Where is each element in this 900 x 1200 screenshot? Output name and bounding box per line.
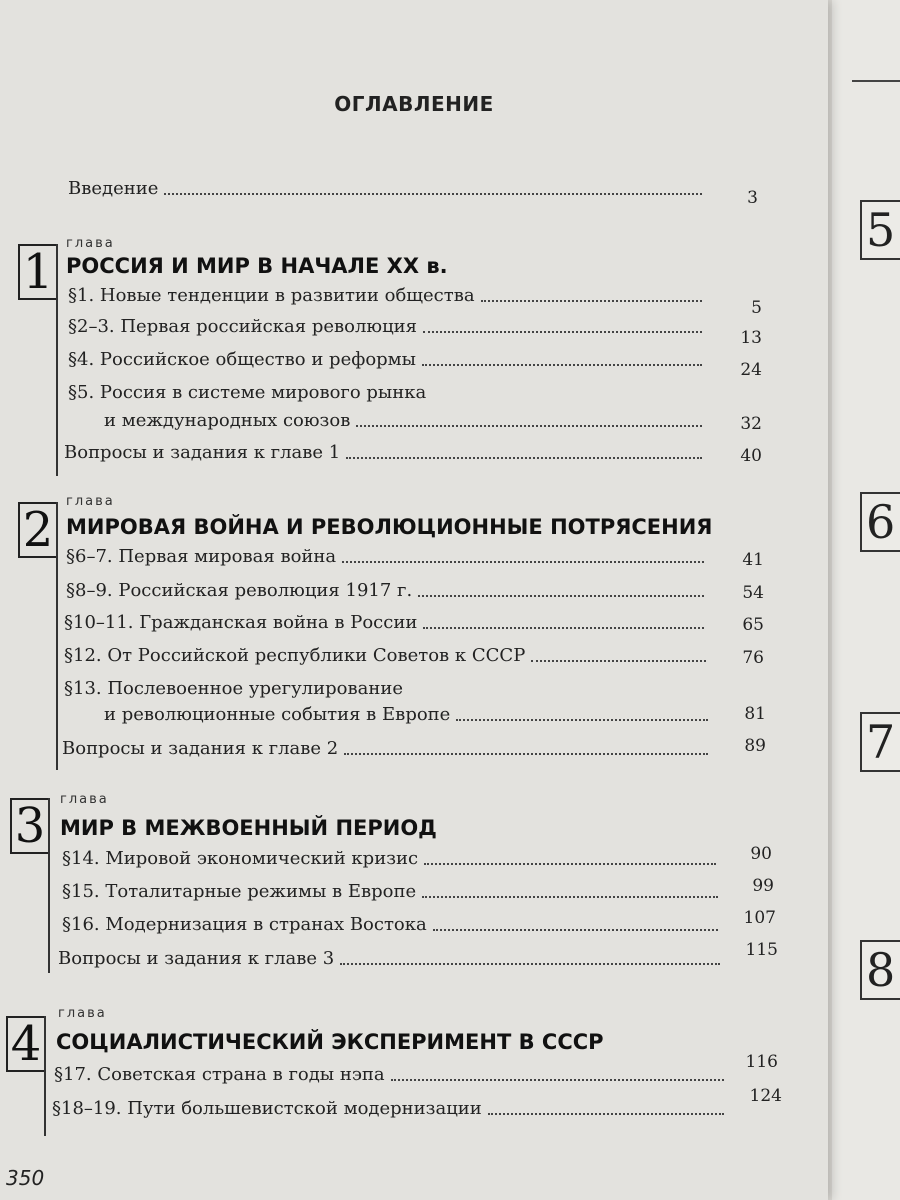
entry-page-number: 115 <box>745 940 778 960</box>
toc-entry[interactable] <box>54 1064 730 1085</box>
entry-page-number: 3 <box>747 188 758 208</box>
entry-label: §18–19. Пути большевистской модернизации <box>52 1098 482 1119</box>
next-chapter-number: 5 <box>860 200 900 260</box>
dot-leader <box>422 363 702 366</box>
entry-label: §1. Новые тенденции в развитии общества <box>68 285 475 306</box>
toc-entry-questions[interactable] <box>62 738 714 759</box>
chapter-kicker: глава <box>66 236 115 251</box>
chapter-title: МИРОВАЯ ВОЙНА И РЕВОЛЮЦИОННЫЕ ПОТРЯСЕНИЯ <box>66 515 713 539</box>
dot-leader <box>344 752 708 755</box>
dot-leader <box>433 928 718 931</box>
entry-page-number: 99 <box>752 876 774 896</box>
entry-page-number: 76 <box>742 648 764 668</box>
entry-page-number: 65 <box>742 615 764 635</box>
next-chapter-number: 7 <box>860 712 900 772</box>
toc-entry[interactable] <box>68 285 708 306</box>
toc-entry[interactable] <box>66 580 710 601</box>
dot-leader <box>456 718 708 721</box>
toc-entry[interactable] <box>62 848 722 869</box>
entry-page-number: 5 <box>751 298 762 318</box>
entry-label: §10–11. Гражданская война в России <box>64 612 418 633</box>
toc-entry-questions[interactable] <box>58 948 726 969</box>
chapter-kicker: глава <box>58 1006 107 1021</box>
entry-label: §14. Мировой экономический кризис <box>62 848 419 869</box>
entry-page-number: 32 <box>740 414 762 434</box>
next-chapter-number: 6 <box>860 492 900 552</box>
toc-entry[interactable] <box>66 546 710 567</box>
entry-page-number: 13 <box>740 328 762 348</box>
entry-page-number: 89 <box>744 736 766 756</box>
dot-leader <box>356 424 702 427</box>
toc-entry-intro[interactable] <box>68 178 708 199</box>
entry-page-number: 124 <box>749 1086 782 1106</box>
entry-label: §4. Российское общество и реформы <box>68 349 417 370</box>
entry-label: §17. Советская страна в годы нэпа <box>54 1064 385 1085</box>
entry-page-number: 116 <box>745 1052 778 1072</box>
toc-entry[interactable] <box>68 316 708 337</box>
entry-label: Введение <box>68 178 159 199</box>
rule-line <box>852 80 900 82</box>
dot-leader <box>422 895 718 898</box>
entry-label: §13. Послевоенное урегулирование <box>64 678 403 699</box>
next-chapter-number: 8 <box>860 940 900 1000</box>
page-title: ОГЛАВЛЕНИЕ <box>334 92 494 116</box>
dot-leader <box>481 299 702 302</box>
entry-page-number: 40 <box>740 446 762 466</box>
entry-label-continued: и революционные события в Европе <box>104 704 451 725</box>
toc-entry[interactable] <box>62 914 724 935</box>
chapter-rule <box>56 244 58 476</box>
dot-leader <box>423 626 704 629</box>
dot-leader <box>531 659 706 662</box>
chapter-number-box: 4 <box>6 1016 46 1072</box>
page-folio-number: 350 <box>6 1166 45 1190</box>
entry-page-number: 24 <box>740 360 762 380</box>
chapter-number-box: 1 <box>18 244 58 300</box>
toc-entry-questions[interactable] <box>64 442 708 463</box>
toc-entry[interactable] <box>64 645 712 666</box>
chapter-rule <box>48 798 50 973</box>
entry-label: Вопросы и задания к главе 1 <box>64 442 341 463</box>
dot-leader <box>340 962 720 965</box>
chapter-title: СОЦИАЛИСТИЧЕСКИЙ ЭКСПЕРИМЕНТ В СССР <box>56 1030 604 1054</box>
toc-entry[interactable] <box>64 612 710 633</box>
chapter-kicker: глава <box>66 494 115 509</box>
entry-label: §5. Россия в системе мирового рынка <box>68 382 427 403</box>
entry-page-number: 81 <box>744 704 766 724</box>
chapter-number-box: 3 <box>10 798 50 854</box>
toc-entry[interactable] <box>68 349 708 370</box>
entry-page-number: 54 <box>742 583 764 603</box>
entry-page-number: 41 <box>742 550 764 570</box>
entry-label: §12. От Российской республики Советов к СССР <box>64 645 526 666</box>
dot-leader <box>342 560 704 563</box>
entry-label: §2–3. Первая российская революция <box>68 316 417 337</box>
entry-label: §6–7. Первая мировая война <box>66 546 337 567</box>
chapter-title: МИР В МЕЖВОЕННЫЙ ПЕРИОД <box>60 816 437 840</box>
chapter-number-box: 2 <box>18 502 58 558</box>
dot-leader <box>346 456 702 459</box>
toc-entry[interactable] <box>62 881 724 902</box>
chapter-kicker: глава <box>60 792 109 807</box>
dot-leader <box>418 594 704 597</box>
dot-leader <box>424 862 716 865</box>
toc-entry[interactable] <box>52 1098 730 1119</box>
entry-label: §15. Тоталитарные режимы в Европе <box>62 881 417 902</box>
entry-label: §16. Модернизация в странах Востока <box>62 914 427 935</box>
entry-label: Вопросы и задания к главе 3 <box>58 948 335 969</box>
entry-page-number: 107 <box>743 908 776 928</box>
entry-label-continued: и международных союзов <box>104 410 351 431</box>
chapter-rule <box>44 1016 46 1136</box>
chapter-title: РОССИЯ И МИР В НАЧАЛЕ XX в. <box>66 254 448 278</box>
toc-entry[interactable] <box>104 704 714 725</box>
next-page-edge <box>832 0 900 1200</box>
entry-label: Вопросы и задания к главе 2 <box>62 738 339 759</box>
chapter-rule <box>56 502 58 770</box>
toc-entry[interactable] <box>104 410 708 431</box>
entry-page-number: 90 <box>750 844 772 864</box>
dot-leader <box>488 1112 724 1115</box>
dot-leader <box>423 330 702 333</box>
dot-leader <box>164 192 702 195</box>
entry-label: §8–9. Российская революция 1917 г. <box>66 580 413 601</box>
dot-leader <box>391 1078 724 1081</box>
